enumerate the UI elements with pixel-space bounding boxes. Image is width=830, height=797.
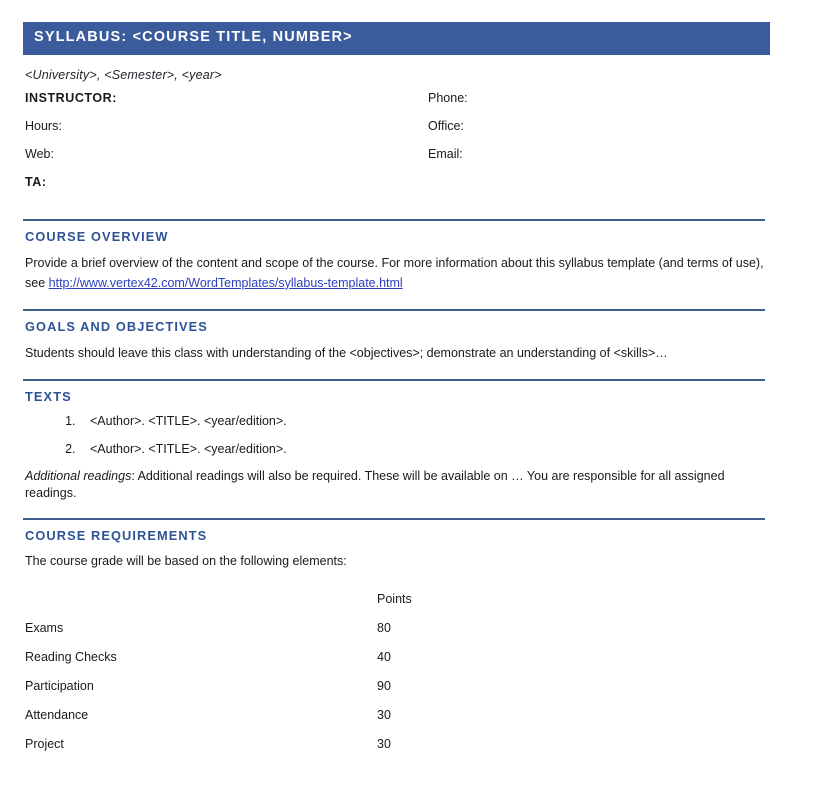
cell-item: Attendance	[25, 708, 89, 723]
table-row	[25, 643, 497, 672]
cell-item: Project	[25, 737, 64, 752]
cell-points: 30	[377, 708, 391, 723]
contact-row	[25, 119, 770, 147]
course-requirements-intro: The course grade will be based on the following elements:	[25, 553, 347, 568]
table-row	[25, 701, 497, 730]
document-content	[23, 22, 770, 759]
cell-points: 80	[377, 621, 391, 636]
cell-item: Exams	[25, 621, 64, 636]
section-heading-course-requirements: COURSE REQUIREMENTS	[25, 527, 208, 543]
cell-points: 40	[377, 650, 391, 665]
grading-points-table	[25, 584, 497, 759]
additional-readings-note	[25, 468, 760, 502]
cell-item: Participation	[25, 679, 94, 694]
contact-row	[25, 91, 770, 119]
office-label: Office:	[428, 118, 464, 133]
document-title-banner: SYLLABUS: <COURSE TITLE, NUMBER>	[23, 22, 770, 55]
table-header	[25, 584, 497, 614]
phone-label: Phone:	[428, 90, 468, 105]
section-course-overview	[23, 219, 770, 293]
web-label: Web:	[25, 146, 54, 161]
hours-label: Hours:	[25, 118, 62, 133]
section-goals-and-objectives	[23, 309, 770, 363]
section-divider	[23, 379, 765, 381]
table-header-row	[25, 584, 497, 614]
texts-list	[23, 412, 770, 458]
contact-row	[25, 147, 770, 175]
section-texts	[23, 379, 770, 502]
column-header-item	[25, 584, 377, 614]
syllabus-template-link[interactable]: http://www.vertex42.com/WordTemplates/syllabus-template.html	[48, 275, 403, 290]
cell-points: 30	[377, 737, 391, 752]
column-header-points: Points	[377, 591, 412, 606]
section-course-requirements	[23, 518, 770, 759]
contact-row	[25, 175, 770, 203]
cell-points: 90	[377, 679, 391, 694]
course-overview-text: Provide a brief overview of the content and scope of the course. For more information about this syllabus template (and terms of use), see	[25, 255, 764, 290]
section-divider	[23, 518, 765, 520]
instructor-contact-block	[25, 91, 770, 203]
email-label: Email:	[428, 146, 463, 161]
list-item: 1. <Author>. <TITLE>. <year/edition>.	[79, 412, 770, 430]
table-body	[25, 614, 497, 759]
instructor-label: INSTRUCTOR:	[25, 90, 117, 105]
cell-item: Reading Checks	[25, 650, 117, 665]
table-row	[25, 672, 497, 701]
section-heading-texts: TEXTS	[25, 388, 72, 404]
additional-readings-text: : Additional readings will also be required. These will be available on … You are responsible for all assigned readings.	[25, 468, 725, 500]
table-row	[25, 614, 497, 643]
section-heading-course-overview: COURSE OVERVIEW	[25, 228, 169, 244]
list-item: 2. <Author>. <TITLE>. <year/edition>.	[79, 440, 770, 458]
ta-label: TA:	[25, 174, 47, 189]
section-divider	[23, 309, 765, 311]
table-row	[25, 730, 497, 759]
course-overview-body	[25, 253, 765, 293]
goals-and-objectives-body: Students should leave this class with understanding of the <objectives>; demonstrate an understanding of <skills>…	[25, 345, 668, 360]
section-divider	[23, 219, 765, 221]
additional-readings-label: Additional readings	[25, 468, 132, 483]
section-heading-goals-and-objectives: GOALS AND OBJECTIVES	[25, 318, 208, 334]
document-subtitle: <University>, <Semester>, <year>	[25, 67, 222, 82]
